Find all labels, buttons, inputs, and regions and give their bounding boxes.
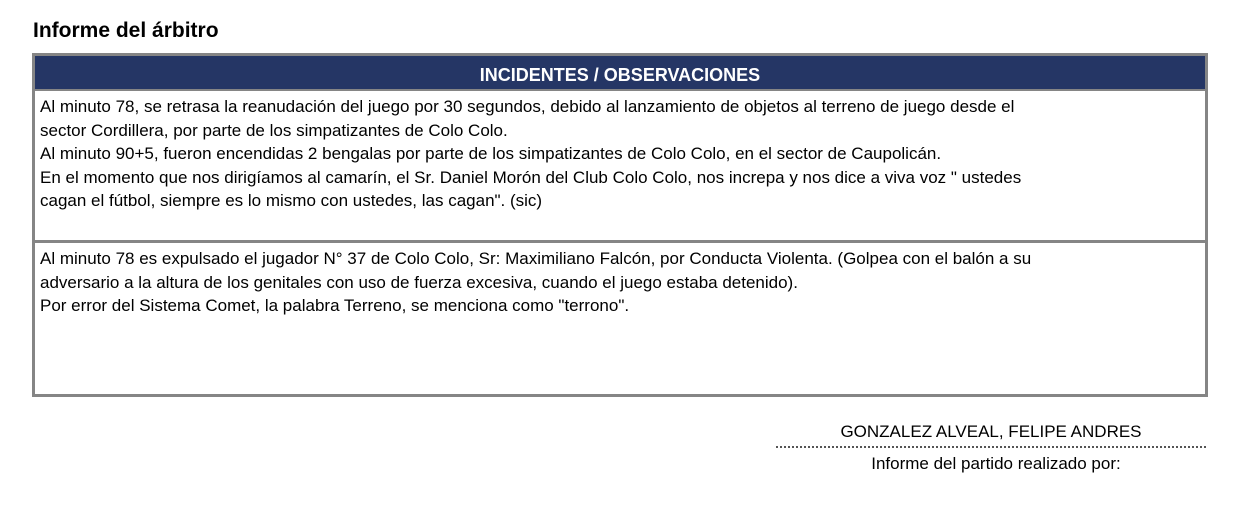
incidents-observations-table <box>32 53 1208 397</box>
observations-text: Al minuto 78 es expulsado el jugador N° 37 de Colo Colo, Sr: Maximiliano Falcón, por Conducta Violenta. (Golpea con el balón a su adversario a la altura de los genitales con uso de fuerza excesiva, cuando el juego estaba detenido). Por error del Sistema Comet, la palabra Terreno, se menciona como "terrono". <box>40 249 1032 315</box>
incidents-text: Al minuto 78, se retrasa la reanudación del juego por 30 segundos, debido al lanzamiento de objetos al terreno de juego desde el sector Cordillera, por parte de los simpatizantes de Colo Colo. Al minuto 90+5, fueron encendidas 2 bengalas por parte de los simpatizantes de Colo Colo, en el sector de Caupolicán. En el momento que nos dirigíamos al camarín, el Sr. Daniel Morón del Club Colo Colo, nos increpa y nos dice a viva voz " ustedes cagan el fútbol, siempre es lo mismo con ustedes, las cagan". (sic) <box>35 91 1205 243</box>
section-header: INCIDENTES / OBSERVACIONES <box>35 56 1205 91</box>
report-title: Informe del árbitro <box>33 19 219 42</box>
referee-name: GONZALEZ ALVEAL, FELIPE ANDRES <box>776 420 1206 448</box>
signature-block <box>776 420 1206 476</box>
signature-caption: Informe del partido realizado por: <box>871 454 1121 473</box>
